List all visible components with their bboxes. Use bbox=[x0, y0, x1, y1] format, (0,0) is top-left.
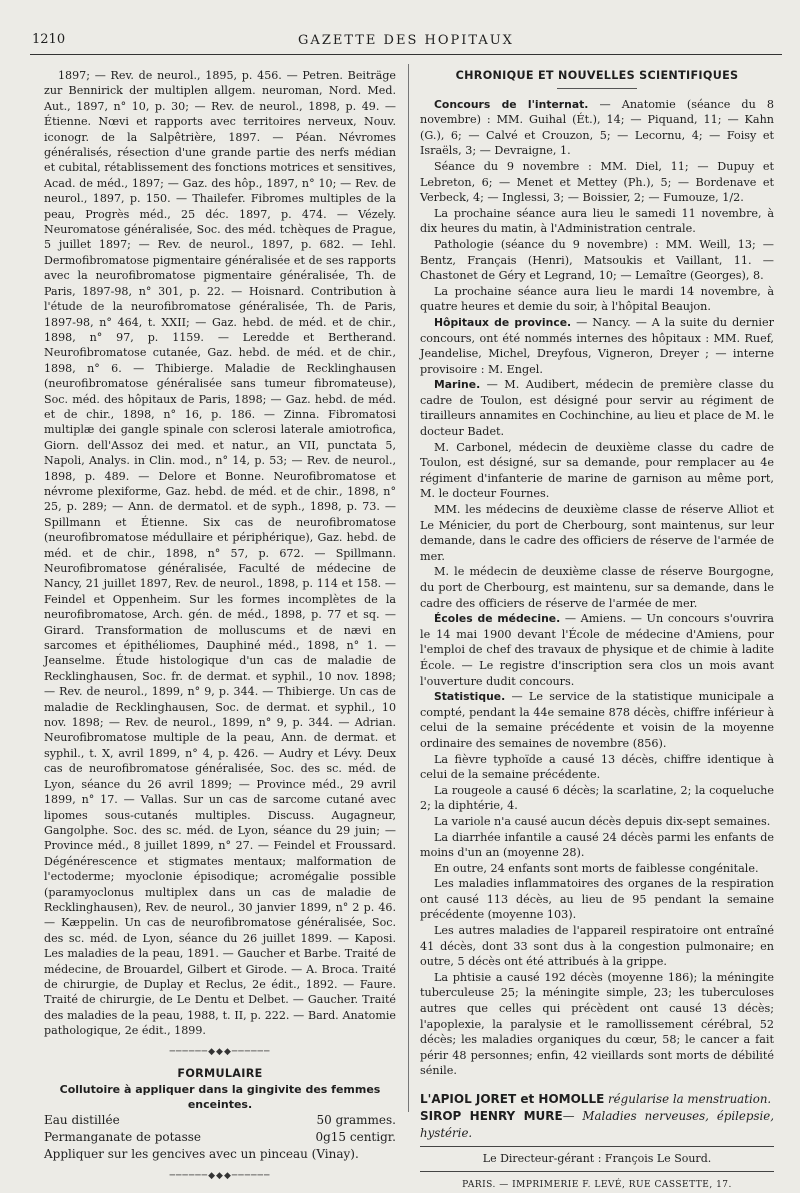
formulaire-title: FORMULAIRE bbox=[177, 1067, 263, 1081]
left-column bbox=[44, 68, 396, 1190]
advert-brand: L'APIOL JORET et HOMOLLE bbox=[420, 1092, 605, 1106]
news-paragraph: Les maladies inflammatoires des organes de la respiration ont causé 113 décès, au lieu de 95 pendant la semaine précédente (moyenne 103). bbox=[420, 877, 774, 922]
news-paragraph: La fièvre typhoïde a causé 13 décès, chiffre identique à celui de la semaine précédente. bbox=[420, 752, 774, 782]
advert-line bbox=[420, 1108, 774, 1142]
news-paragraph: La prochaine séance aura lieu le mardi 14 novembre, à quatre heures et demie du soir, à l'hôpital Beaujon. bbox=[420, 284, 774, 314]
news-paragraph: Pathologie (séance du 9 novembre) : MM. Weill, 13; — Bentz, Français (Henri), Matsoukis et Vaillant, 11. — Chastonet de Géry et Legrand, 10; — Lemaître (Georges), 8. bbox=[420, 237, 774, 283]
news-paragraph: La diarrhée infantile a causé 24 décès parmi les enfants de moins d'un an (moyenne 28). bbox=[420, 830, 774, 860]
news-paragraph: MM. les médecins de deuxième classe de réserve Alliot et Le Ménicier, du port de Cherbourg, sont maintenus, sur leur demande, dans le cadre des officiers de réserve de l'armée de mer. bbox=[420, 503, 774, 563]
footer-rule bbox=[420, 1146, 774, 1147]
news-paragraph: M. Carbonel, médecin de deuxième classe du cadre de Toulon, est désigné, sur sa demande, pour remplacer au 4e régiment d'infanterie de marine de garnison au même port, M. le docteur Fournes. bbox=[420, 440, 774, 501]
advert-claim: — Maladies nerveuses, épilepsie, hystérie. bbox=[420, 1109, 775, 1140]
bibliography-text: 1897; — Rev. de neurol., 1895, p. 456. — Petren. Beiträge zur Bennirick der multiplen allgem. neuroman, Nord. Med. Aut., 1897, n° 10, p. 30; — Rev. de neurol., 1898, p. 49. — Étienne. Nœvi et rapports avec territoires nerveux, Nouv. iconogr. de la Salpêtrière, 1897. — Péan. Névromes généralisés, résection d'une grande partie des nerfs médian et cubital, rétablissement des fonctions motrices et sensitives, Acad. de méd., 1897; — Gaz. des hôp., 1897, n° 10; — Rev. de neurol., 1897, p. 150. — Thailefer. Fibromes multiples de la peau, Progrès méd., 25 déc. 1897, p. 474. — Vézely. Neuromatose généralisée, Soc. des méd. tchèques de Prague, 5 juillet 1897; — Rev. de neurol., 1897, p. 682. — Iehl. Dermofibromatose pigmentaire généralisée et de ses rapports avec la neurofibromatose pigmentaire généralisée, Th. de Paris, 1897-98, n° 301, p. 22. — Hoisnard. Contribution à l'étude de la neurofibromatose généralisée, Th. de Paris, 1897-98, n° 464, t. XXII; — Gaz. hebd. de méd. et de chir., 1898, n° 97, p. 1159. — Leredde et Bertherand. Neurofibromatose cutanée, Gaz. hebd. de méd. et de chir., 1898, n° 6. — Thibierge. Maladie de Recklinghausen (neurofibromatose généralisée sans tumeur fibromateuse), Soc. méd. des hôpitaux de Paris, 1898; — Gaz. hebd. de méd. et de chir., 1898, n° 16, p. 186. — Zinna. Fibromatosi multiplæ dei gangle spinale con sclerosi laterale amiotrofica, Giorn. dell'Assoz dei med. et natur., an VII, punctata 5, Napoli, Analys. in Clin. mod., n° 14, p. 53; — Rev. de neurol., 1898, p. 489. — Delore et Bonne. Neurofibromatose et névrome plexiforme, Gaz. hebd. de méd. et de chir., 1898, n° 25, p. 289; — Ann. de dermatol. et de syph., 1898, p. 73. — Spillmann et Étienne. Six cas de neurofibromatose (neurofibromatose médullaire et périphérique), Gaz. hebd. de méd. et de chir., 1898, n° 57, p. 672. — Spillmann. Neurofibromatose généralisée, Faculté de médecine de Nancy, 21 juillet 1897, Rev. de neurol., 1898, p. 114 et 158. — Feindel et Oppenheim. Sur les formes incomplètes de la neurofibromatose, Arch. gén. de méd., 1898, p. 77 et sq. — Girard. Transformation de molluscums et de nævi en sarcomes et épithéliomes, Dauphiné méd., 1898, n° 1. — Jeanselme. Étude histologique d'un cas de maladie de Recklinghausen, Soc. fr. de dermat. et syphil., 10 nov. 1898; — Rev. de neurol., 1899, n° 9, p. 344. — Thibierge. Un cas de maladie de Recklinghausen, Soc. de dermat. et syphil., 10 nov. 1898; — Rev. de neurol., 1899, n° 9, p. 344. — Adrian. Neurofibromatose multiple de la peau, Ann. de dermat. et syphil., t. X, avril 1899, n° 4, p. 426. — Audry et Lévy. Deux cas de neurofibromatose généralisée, Soc. des sc. méd. de Lyon, séance du 26 avril 1899; — Province méd., 29 avril 1899, n° 17. — Vallas. Sur un cas de sarcome cutané avec lipomes sous-cutanés multiples. Discuss. Augagneur, Gangolphe. Soc. des sc. méd. de Lyon, séance du 29 juin; — Province méd., 8 juillet 1899, n° 27. — Feindel et Froussard. Dégénérescence et stigmates mentaux; malformation de l'ectoderme; myoclonie épisodique; acromégalie possible (paramyoclonus multiplex dans un cas de maladie de Recklinghausen), Rev. de neurol., 30 janvier 1899, n° 2 p. 46. — Kæppelin. Un cas de neurofibromatose généralisée, Soc. des sc. méd. de Lyon, séance du 26 juillet 1899. — Kaposi. Les maladies de la peau, 1891. — Gaucher et Barbe. Traité de médecine, de Brouardel, Gilbert et Girode. — A. Broca. Traité de chirurgie, de Duplay et Reclus, 2e édit., 1892. — Faure. Traité de chirurgie, de Le Dentu et Delbet. — Gaucher. Traité des maladies de la peau, 1988, t. II, p. 222. — Bard. Anatomie pathologique, 2e édit., 1899. bbox=[44, 69, 396, 1038]
news-paragraph: La prochaine séance aura lieu le samedi 11 novembre, à dix heures du matin, à l'Administration centrale. bbox=[420, 206, 774, 236]
news-paragraph: Les autres maladies de l'appareil respiratoire ont entraîné 41 décès, dont 33 sont dus à la congestion pulmonaire; en outre, 5 décès ont été attribués à la grippe. bbox=[420, 924, 774, 969]
news-paragraphs bbox=[420, 97, 774, 1079]
page-number: 1210 bbox=[32, 32, 66, 47]
advert-claim: régularise la menstruation. bbox=[608, 1092, 772, 1106]
news-paragraph: La phtisie a causé 192 décès (moyenne 186); la méningite tuberculeuse 25; la méningite simple, 23; les tuberculoses autres que celles qui précèdent ont causé 13 décès; l'apoplexie, la paralysie et le ramollissement cérébral, 52 décès; les maladies organiques du cœur, 58; le cancer a fait périr 48 personnes; enfin, 42 vieillards sont morts de débilité sénile. bbox=[420, 970, 774, 1078]
printer-line: PARIS. — IMPRIMERIE F. LEVÉ, RUE CASSETTE, 17. bbox=[462, 1179, 732, 1190]
advertisement bbox=[420, 1091, 774, 1142]
paragraph-head: Hôpitaux de province. bbox=[434, 315, 572, 329]
news-paragraph: La variole n'a causé aucun décès depuis dix-sept semaines. bbox=[434, 814, 771, 828]
footer-rule bbox=[420, 1171, 774, 1172]
ingredient-name: Permanganate de potasse bbox=[44, 1129, 201, 1144]
paragraph-head: Concours de l'internat. bbox=[434, 97, 589, 111]
news-paragraph: Concours de l'internat. — Anatomie (séance du 8 novembre) : MM. Guihal (Ét.), 14; — Piquand, 11; — Kahn (G.), 6; — Calvé et Crouzon, 5; — Lecornu, 4; — Foisy et Israëls, 3; — Devraigne, 1. bbox=[420, 97, 774, 158]
right-column bbox=[420, 68, 774, 1193]
journal-title: GAZETTE DES HOPITAUX bbox=[298, 33, 514, 48]
paragraph-head: Statistique. bbox=[434, 690, 506, 704]
news-paragraph: Hôpitaux de province. — Nancy. — A la suite du dernier concours, ont été nommés internes des hôpitaux : MM. Ruef, Jeandelise, Michel, Dreyfous, Vigneron, Dreyer ; — interne provisoire : M. Engel. bbox=[420, 315, 774, 376]
news-paragraph: Statistique. — Le service de la statistique municipale a compté, pendant la 44e semaine 878 décès, chiffre inférieur à celui de la semaine précédente et voisin de la moyenne ordinaire des semaines de novembre (856). bbox=[420, 690, 774, 750]
ingredient-name: Eau distillée bbox=[44, 1112, 120, 1127]
paragraph-head: Marine. bbox=[434, 378, 481, 392]
news-paragraph: La rougeole a causé 6 décès; la scarlatine, 2; la coqueluche 2; la diphtérie, 4. bbox=[420, 783, 774, 813]
column-divider bbox=[408, 64, 409, 1112]
ornament-divider: ──────◆◆◆────── bbox=[169, 1046, 271, 1057]
ingredient-amount: 50 grammes. bbox=[316, 1112, 396, 1127]
news-paragraph: Écoles de médecine. — Amiens. — Un concours s'ouvrira le 14 mai 1900 devant l'École de médecine d'Amiens, pour l'emploi de chef des travaux de physique et de chimie à ladite École. — Le registre d'inscription sera clos un mois avant l'ouverture dudit concours. bbox=[420, 612, 774, 688]
recipe-title: Collutoire à appliquer dans la gingivite des femmes enceintes. bbox=[59, 1082, 381, 1111]
director-line: Le Directeur-gérant : François Le Sourd. bbox=[482, 1152, 712, 1165]
page-header bbox=[30, 28, 782, 55]
recipe-instruction: Appliquer sur les gencives avec un pinceau (Vinay). bbox=[44, 1146, 359, 1161]
news-paragraph: En outre, 24 enfants sont morts de faiblesse congénitale. bbox=[434, 861, 759, 875]
news-paragraph: Marine. — M. Audibert, médecin de première classe du cadre de Toulon, est désigné pour servir au régiment de tirailleurs annamites en Cochinchine, au lieu et place de M. le docteur Badet. bbox=[420, 378, 774, 439]
ingredient-row bbox=[44, 1129, 396, 1146]
ingredient-amount: 0g15 centigr. bbox=[315, 1129, 396, 1144]
title-rule bbox=[557, 88, 637, 89]
chronique-title: CHRONIQUE ET NOUVELLES SCIENTIFIQUES bbox=[455, 69, 739, 82]
ingredient-row bbox=[44, 1112, 396, 1129]
news-paragraph: M. le médecin de deuxième classe de réserve Bourgogne, du port de Cherbourg, est maintenu, sur sa demande, dans le cadre des officiers de réserve de l'armée de mer. bbox=[420, 565, 774, 610]
ornament-divider: ──────◆◆◆────── bbox=[169, 1170, 271, 1181]
advert-line bbox=[420, 1091, 774, 1108]
news-paragraph: Séance du 9 novembre : MM. Diel, 11; — Dupuy et Lebreton, 6; — Menet et Mettey (Ph.), 5; — Bordenave et Verbeck, 4; — Inglessi, 3; — Boissier, 2; — Fumouze, 1/2. bbox=[420, 159, 774, 205]
advert-brand: SIROP HENRY MURE bbox=[420, 1109, 563, 1123]
paragraph-head: Écoles de médecine. bbox=[434, 612, 561, 626]
